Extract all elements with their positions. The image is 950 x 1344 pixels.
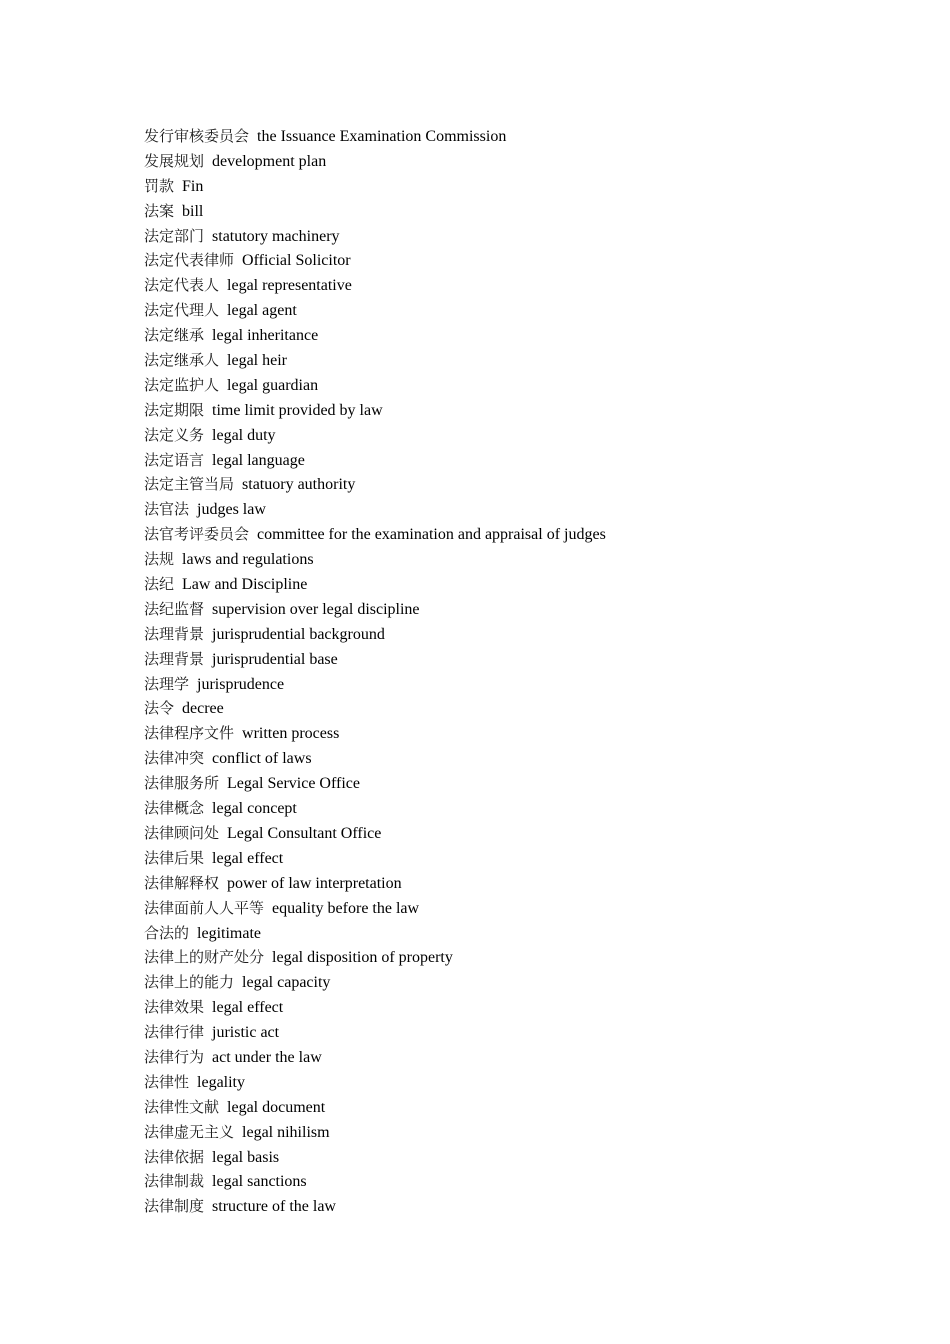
- glossary-entry: [144, 995, 606, 1020]
- glossary-entry: [144, 323, 606, 348]
- english-term: legal basis: [212, 1148, 280, 1166]
- english-term: Law and Discipline: [182, 576, 308, 594]
- glossary-entry: [144, 896, 606, 921]
- english-term: written process: [242, 725, 340, 743]
- chinese-term: 法律后果: [144, 848, 205, 867]
- chinese-term: 法定代表人: [144, 276, 220, 295]
- chinese-term: 法定继承人: [144, 351, 220, 370]
- english-term: equality before the law: [272, 899, 420, 917]
- glossary-entry: [144, 871, 606, 896]
- glossary-entry: [144, 721, 606, 746]
- glossary-entry: [144, 796, 606, 821]
- glossary-entry: [144, 622, 606, 647]
- english-term: judges law: [197, 501, 266, 519]
- glossary-entry: [144, 945, 606, 970]
- chinese-term: 法理背景: [144, 649, 205, 668]
- chinese-term: 法律行律: [144, 1023, 205, 1042]
- english-term: Legal Service Office: [227, 775, 360, 793]
- chinese-term: 法官考评委员会: [144, 525, 250, 544]
- glossary-entry: [144, 1070, 606, 1095]
- english-term: legal document: [227, 1098, 326, 1116]
- glossary-entry: [144, 1169, 606, 1194]
- english-term: legal agent: [227, 302, 297, 320]
- glossary-entry: [144, 597, 606, 622]
- chinese-term: 法律行为: [144, 1047, 205, 1066]
- english-term: conflict of laws: [212, 750, 312, 768]
- chinese-term: 法律效果: [144, 998, 205, 1017]
- english-term: statutory machinery: [212, 227, 340, 245]
- glossary-entry: [144, 647, 606, 672]
- chinese-term: 法律上的能力: [144, 973, 235, 992]
- chinese-term: 法律上的财产处分: [144, 948, 265, 967]
- glossary-entry: [144, 124, 606, 149]
- chinese-term: 法纪: [144, 575, 175, 594]
- glossary-entry: [144, 547, 606, 572]
- english-term: jurisprudential background: [212, 625, 385, 643]
- glossary-entry: [144, 1194, 606, 1219]
- chinese-term: 法律概念: [144, 799, 205, 818]
- chinese-term: 法定代表律师: [144, 251, 235, 270]
- english-term: time limit provided by law: [212, 401, 383, 419]
- chinese-term: 法定代理人: [144, 301, 220, 320]
- english-term: act under the law: [212, 1048, 322, 1066]
- glossary-entry: [144, 348, 606, 373]
- chinese-term: 法律制度: [144, 1197, 205, 1216]
- chinese-term: 发行审核委员会: [144, 127, 250, 145]
- chinese-term: 法理学: [144, 674, 190, 693]
- glossary-entry: [144, 199, 606, 224]
- glossary-entry: [144, 423, 606, 448]
- chinese-term: 法律面前人人平等: [144, 898, 265, 917]
- chinese-term: 法律顾问处: [144, 823, 220, 842]
- english-term: legal effect: [212, 849, 284, 867]
- glossary-entry: [144, 821, 606, 846]
- glossary-entry: [144, 1045, 606, 1070]
- glossary-entry: [144, 572, 606, 597]
- english-term: the Issuance Examination Commission: [257, 128, 507, 145]
- english-term: legal sanctions: [212, 1173, 307, 1191]
- english-term: bill: [182, 202, 204, 220]
- chinese-term: 法律制裁: [144, 1172, 205, 1191]
- english-term: legitimate: [197, 924, 261, 942]
- glossary-entry: [144, 1095, 606, 1120]
- english-term: Fin: [182, 177, 204, 195]
- english-term: legal guardian: [227, 376, 319, 394]
- glossary-entry: [144, 1020, 606, 1045]
- english-term: legal inheritance: [212, 327, 319, 345]
- english-term: legality: [197, 1073, 245, 1091]
- chinese-term: 法令: [144, 699, 175, 718]
- chinese-term: 发展规划: [144, 151, 205, 170]
- chinese-term: 法律服务所: [144, 774, 220, 793]
- chinese-term: 法律性文献: [144, 1097, 220, 1116]
- english-term: decree: [182, 700, 224, 718]
- chinese-term: 法律程序文件: [144, 724, 235, 743]
- chinese-term: 法律性: [144, 1072, 190, 1091]
- english-term: legal concept: [212, 800, 297, 818]
- english-term: juristic act: [212, 1024, 280, 1042]
- chinese-term: 法定语言: [144, 450, 205, 469]
- chinese-term: 法理背景: [144, 624, 205, 643]
- glossary-entry: [144, 1120, 606, 1145]
- english-term: legal effect: [212, 999, 284, 1017]
- glossary-entry: [144, 696, 606, 721]
- glossary-entry: [144, 472, 606, 497]
- glossary-entry: [144, 497, 606, 522]
- glossary-entry: [144, 398, 606, 423]
- english-term: structure of the law: [212, 1198, 336, 1216]
- glossary-entry: [144, 273, 606, 298]
- english-term: jurisprudential base: [212, 650, 338, 668]
- english-term: legal language: [212, 451, 305, 469]
- chinese-term: 法官法: [144, 500, 190, 519]
- english-term: laws and regulations: [182, 551, 314, 569]
- english-term: Legal Consultant Office: [227, 824, 382, 842]
- english-term: legal nihilism: [242, 1123, 330, 1141]
- chinese-term: 法纪监督: [144, 599, 205, 618]
- glossary-entry: [144, 746, 606, 771]
- glossary-entry: [144, 174, 606, 199]
- chinese-term: 合法的: [144, 923, 190, 942]
- english-term: legal heir: [227, 352, 287, 370]
- chinese-term: 法定继承: [144, 326, 205, 345]
- glossary-entry: [144, 846, 606, 871]
- chinese-term: 法定监护人: [144, 375, 220, 394]
- glossary-entry: [144, 1145, 606, 1170]
- chinese-term: 法律解释权: [144, 873, 220, 892]
- glossary-entry: [144, 970, 606, 995]
- glossary-entry: [144, 448, 606, 473]
- chinese-term: 法律依据: [144, 1147, 205, 1166]
- english-term: Official Solicitor: [242, 252, 351, 270]
- english-term: power of law interpretation: [227, 874, 402, 892]
- glossary-list: [144, 124, 606, 1219]
- chinese-term: 法定义务: [144, 425, 205, 444]
- chinese-term: 法案: [144, 201, 175, 220]
- glossary-entry: [144, 298, 606, 323]
- glossary-entry: [144, 248, 606, 273]
- glossary-entry: [144, 373, 606, 398]
- chinese-term: 法律虚无主义: [144, 1122, 235, 1141]
- chinese-term: 罚款: [144, 176, 175, 195]
- glossary-entry: [144, 224, 606, 249]
- english-term: committee for the examination and appraisal of judges: [257, 526, 606, 544]
- english-term: jurisprudence: [197, 675, 285, 693]
- glossary-entry: [144, 149, 606, 174]
- chinese-term: 法规: [144, 550, 175, 569]
- glossary-entry: [144, 771, 606, 796]
- chinese-term: 法定期限: [144, 400, 205, 419]
- glossary-entry: [144, 672, 606, 697]
- english-term: statuory authority: [242, 476, 356, 494]
- english-term: development plan: [212, 152, 327, 170]
- english-term: legal capacity: [242, 974, 331, 992]
- english-term: legal duty: [212, 426, 276, 444]
- english-term: supervision over legal discipline: [212, 600, 420, 618]
- chinese-term: 法律冲突: [144, 749, 205, 768]
- english-term: legal representative: [227, 277, 352, 295]
- chinese-term: 法定部门: [144, 226, 205, 245]
- glossary-entry: [144, 522, 606, 547]
- glossary-entry: [144, 921, 606, 946]
- chinese-term: 法定主管当局: [144, 475, 235, 494]
- english-term: legal disposition of property: [272, 949, 453, 967]
